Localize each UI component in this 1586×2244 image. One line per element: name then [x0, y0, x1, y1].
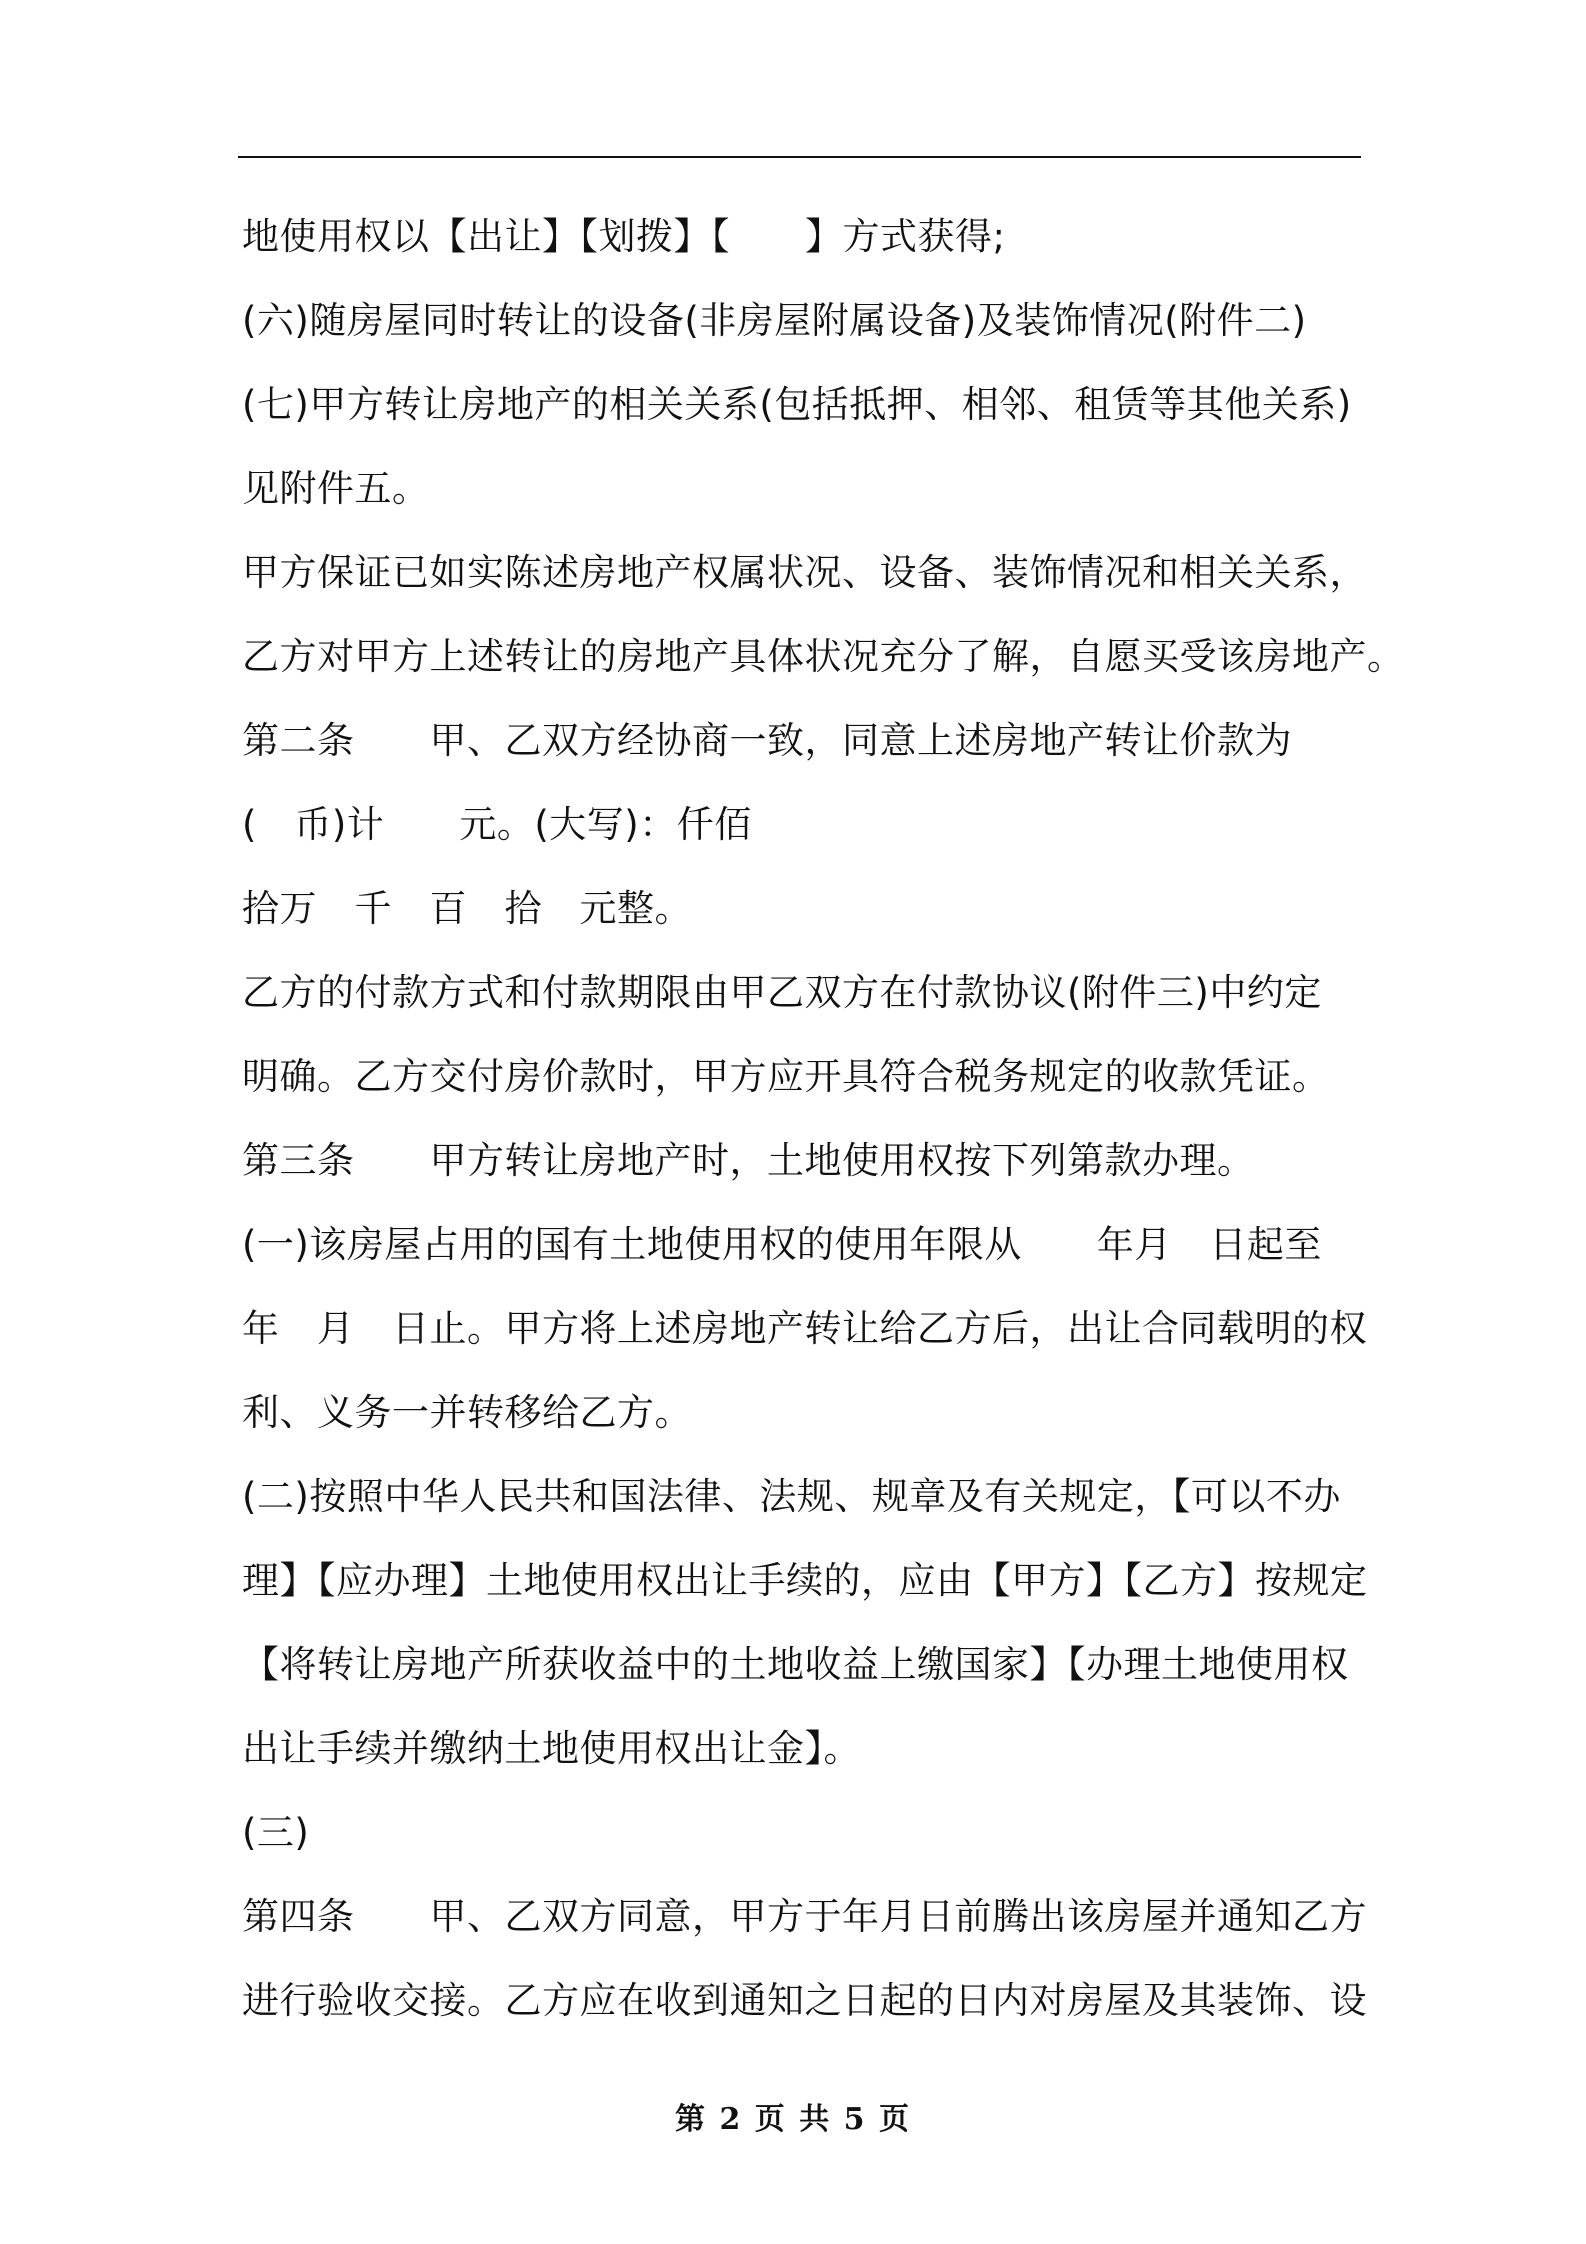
text-line: 拾万 千 百 拾 元整。	[242, 887, 692, 930]
text-line: 理】【应办理】土地使用权出让手续的，应由【甲方】【乙方】按规定	[242, 1559, 1368, 1602]
text-line: 利、义务一并转移给乙方。	[242, 1391, 692, 1434]
text-line: ( 币)计 元。(大写)：仟佰	[242, 803, 752, 846]
text-line: 明确。乙方交付房价款时，甲方应开具符合税务规定的收款凭证。	[242, 1055, 1330, 1098]
text-line: 地使用权以【出让】【划拨】【 】方式获得;	[242, 215, 1006, 258]
text-line: 年 月 日止。甲方将上述房地产转让给乙方后，出让合同载明的权	[242, 1307, 1367, 1350]
text-line: 出让手续并缴纳土地使用权出让金】。	[242, 1727, 861, 1770]
document-body	[242, 195, 1405, 2043]
text-line: 乙方对甲方上述转让的房地产具体状况充分了解，自愿买受该房地产。	[242, 635, 1405, 678]
article-2-heading-line: 第二条 甲、乙双方经协商一致，同意上述房地产转让价款为	[242, 719, 1292, 762]
text-line: 见附件五。	[242, 467, 430, 510]
text-line: (六)随房屋同时转让的设备(非房屋附属设备)及装饰情况(附件二)	[242, 299, 1307, 342]
page-number-footer: 第 2 页 共 5 页	[675, 2102, 911, 2137]
text-line: (七)甲方转让房地产的相关关系(包括抵押、相邻、租赁等其他关系)	[242, 383, 1352, 426]
text-line: 进行验收交接。乙方应在收到通知之日起的日内对房屋及其装饰、设	[242, 1979, 1367, 2022]
text-line: 【将转让房地产所获收益中的土地收益上缴国家】【办理土地使用权	[242, 1643, 1349, 1686]
text-line: (二)按照中华人民共和国法律、法规、规章及有关规定，【可以不办	[242, 1475, 1341, 1518]
text-line: 乙方的付款方式和付款期限由甲乙双方在付款协议(附件三)中约定	[242, 971, 1322, 1014]
article-4-heading-line: 第四条 甲、乙双方同意，甲方于年月日前腾出该房屋并通知乙方	[242, 1895, 1367, 1938]
article-3-heading-line: 第三条 甲方转让房地产时，土地使用权按下列第款办理。	[242, 1139, 1255, 1182]
text-line: (三)	[242, 1811, 310, 1854]
text-line: (一)该房屋占用的国有土地使用权的使用年限从 年月 日起至	[242, 1223, 1322, 1266]
text-line: 甲方保证已如实陈述房地产权属状况、设备、装饰情况和相关关系，	[242, 551, 1367, 594]
header-divider	[238, 156, 1361, 158]
